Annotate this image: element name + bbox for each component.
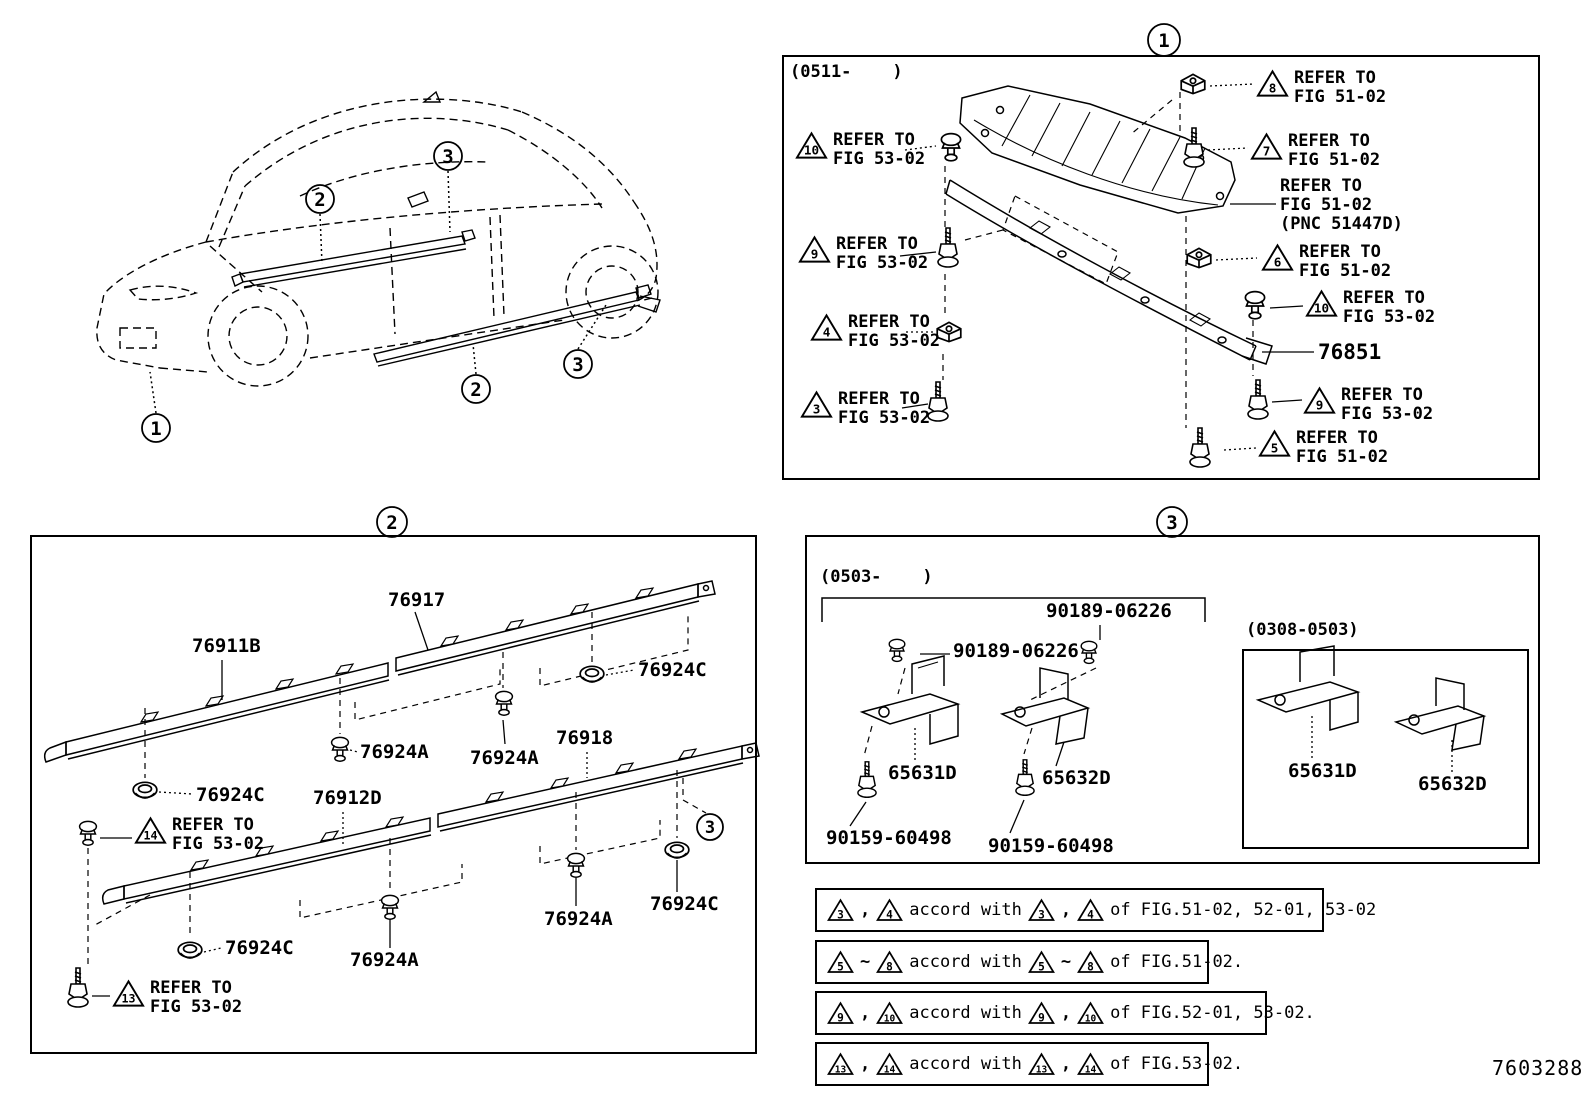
triangle-14-icon <box>134 816 167 846</box>
svg-text:13: 13 <box>121 991 136 1006</box>
car-callout-circles <box>142 142 592 442</box>
triangle-3-icon <box>827 898 854 923</box>
refer-note-tri8: 8 REFER TO FIG 51-02 <box>1256 69 1386 107</box>
part-label-76924C-2: 76924C <box>196 784 265 806</box>
triangle-8-icon <box>876 950 903 975</box>
part-label-76912D: 76912D <box>313 787 382 809</box>
refer-note-pnc: REFER TO FIG 51-02 (PNC 51447D) <box>1280 176 1403 234</box>
page-code: 7603288 <box>1492 1056 1584 1080</box>
triangle-9-icon <box>827 1001 854 1026</box>
svg-text:5: 5 <box>837 959 844 973</box>
triangle-3-icon <box>800 390 833 420</box>
part-label-76924A-1: 76924A <box>360 741 429 763</box>
box3-callout: 3 <box>1166 512 1178 534</box>
refer-note-tri9-right: 9 REFER TO FIG 53-02 <box>1303 386 1433 424</box>
triangle-5-icon <box>1258 429 1291 459</box>
refer-note-tri10-right: 10 REFER TO FIG 53-02 <box>1305 289 1435 327</box>
part-label-90159-2: 90159-60498 <box>988 835 1114 857</box>
triangle-8-icon <box>1077 950 1104 975</box>
triangle-10-icon <box>795 131 828 161</box>
separator: , <box>860 1003 871 1023</box>
footnote-text: of FIG.51-02, 52-01, 53-02 <box>1110 900 1377 920</box>
refer-note-tri6: 6 REFER TO FIG 51-02 <box>1261 243 1391 281</box>
separator: , <box>860 900 871 920</box>
svg-text:8: 8 <box>886 959 894 973</box>
svg-text:14: 14 <box>884 1063 896 1075</box>
part-label-76911B: 76911B <box>192 635 261 657</box>
side-moulding-front-strip <box>232 92 475 287</box>
svg-text:7: 7 <box>1262 143 1271 159</box>
svg-text:9: 9 <box>1315 397 1324 413</box>
triangle-9-icon <box>798 235 831 265</box>
svg-text:4: 4 <box>1087 907 1094 921</box>
triangle-4-icon <box>1077 898 1104 923</box>
refer-note-tri5: 5 REFER TO FIG 51-02 <box>1258 429 1388 467</box>
triangle-4-icon <box>876 898 903 923</box>
part-label-76924C-1: 76924C <box>638 659 707 681</box>
svg-text:10: 10 <box>803 142 820 158</box>
svg-text:9: 9 <box>837 1010 844 1024</box>
footnote-text: of FIG.52-01, 53-02. <box>1110 1003 1315 1023</box>
part-label-76924C-3: 76924C <box>225 937 294 959</box>
part-label-65632D-old: 65632D <box>1418 773 1487 795</box>
svg-text:3: 3 <box>812 401 821 417</box>
part-label-76924A-4: 76924A <box>544 908 613 930</box>
svg-text:9: 9 <box>1037 1010 1045 1024</box>
triangle-14-icon <box>1077 1052 1104 1077</box>
separator: , <box>1060 1054 1072 1074</box>
box1-date-range: (0511- ) <box>790 62 903 82</box>
triangle-9-icon <box>1028 1001 1055 1026</box>
car-callout-3b: 3 <box>572 354 584 376</box>
svg-text:4: 4 <box>886 907 894 921</box>
part-label-76851: 76851 <box>1318 340 1382 364</box>
refer-note-tri9-left: 9 REFER TO FIG 53-02 <box>798 235 928 273</box>
callout-leaders <box>150 171 606 413</box>
refer-note-tri14: 14 REFER TO FIG 53-02 <box>134 816 264 854</box>
triangle-10-icon <box>1077 1001 1104 1026</box>
triangle-6-icon <box>1261 243 1294 273</box>
svg-text:14: 14 <box>143 828 158 843</box>
box2-frame <box>30 535 757 1054</box>
car-sketch <box>97 92 660 442</box>
footnote-text: accord with <box>909 900 1022 920</box>
svg-text:14: 14 <box>1084 1063 1097 1075</box>
part-label-76918: 76918 <box>556 727 614 749</box>
part-label-90189-2: 90189-06226 <box>953 640 1079 662</box>
triangle-13-icon <box>827 1052 854 1077</box>
refer-note-tri13: 13 REFER TO FIG 53-02 <box>112 979 242 1017</box>
part-label-65631D-old: 65631D <box>1288 760 1357 782</box>
triangle-7-icon <box>1250 132 1283 162</box>
footnote-row-1 <box>815 888 1377 932</box>
separator: , <box>860 1054 871 1074</box>
part-label-90189-1: 90189-06226 <box>1046 600 1172 622</box>
car-callout-2a: 2 <box>314 189 326 211</box>
box2-inner-callout: 3 <box>704 818 716 838</box>
part-label-76924A-2: 76924A <box>470 747 539 769</box>
triangle-13-icon <box>112 979 145 1009</box>
triangle-4-icon <box>810 313 843 343</box>
svg-text:13: 13 <box>1035 1063 1048 1075</box>
svg-text:10: 10 <box>884 1012 896 1024</box>
svg-text:8: 8 <box>1268 80 1277 96</box>
svg-text:8: 8 <box>1087 959 1094 973</box>
svg-text:6: 6 <box>1273 254 1282 270</box>
box2-callout: 2 <box>386 512 398 534</box>
footnote-row-3 <box>815 991 1315 1035</box>
separator: ~ <box>1060 952 1072 972</box>
refer-note-tri10-left: 10 REFER TO FIG 53-02 <box>795 131 925 169</box>
refer-note-tri3-left: 3 REFER TO FIG 53-02 <box>800 390 930 428</box>
refer-note-tri7: 7 REFER TO FIG 51-02 <box>1250 132 1380 170</box>
svg-text:5: 5 <box>1037 959 1045 973</box>
separator: , <box>1060 900 1072 920</box>
footnote-text: of FIG.53-02. <box>1110 1054 1244 1074</box>
part-label-76924A-3: 76924A <box>350 949 419 971</box>
part-label-76917: 76917 <box>388 589 446 611</box>
footnote-row-4 <box>815 1042 1244 1086</box>
box3-date-range: (0503- ) <box>820 567 933 587</box>
triangle-5-icon <box>1028 950 1055 975</box>
triangle-5-icon <box>827 950 854 975</box>
separator: , <box>1060 1003 1072 1023</box>
part-label-76924C-4: 76924C <box>650 893 719 915</box>
car-callout-3a: 3 <box>442 146 454 168</box>
footnote-text: accord with <box>909 1054 1022 1074</box>
car-callout-1: 1 <box>150 418 162 440</box>
footnote-text: accord with <box>909 952 1022 972</box>
svg-text:3: 3 <box>837 907 844 921</box>
part-label-65632D: 65632D <box>1042 767 1111 789</box>
svg-text:10: 10 <box>1313 300 1330 316</box>
side-moulding-rear-strip <box>374 285 660 366</box>
triangle-10-icon <box>876 1001 903 1026</box>
svg-text:3: 3 <box>1037 907 1045 921</box>
triangle-14-icon <box>876 1052 903 1077</box>
svg-text:10: 10 <box>1084 1012 1097 1024</box>
triangle-13-icon <box>1028 1052 1055 1077</box>
triangle-10-icon <box>1305 289 1338 319</box>
box3-sub-date-range: (0308-0503) <box>1246 620 1359 640</box>
part-label-65631D: 65631D <box>888 762 957 784</box>
svg-text:9: 9 <box>810 246 819 262</box>
triangle-8-icon <box>1256 69 1289 99</box>
box1-callout: 1 <box>1158 30 1170 52</box>
car-callout-2b: 2 <box>470 379 482 401</box>
footnote-row-2 <box>815 940 1244 984</box>
triangle-3-icon <box>1028 898 1055 923</box>
separator: ~ <box>860 952 871 972</box>
svg-text:5: 5 <box>1270 440 1279 456</box>
svg-text:13: 13 <box>834 1063 847 1075</box>
footnote-text: accord with <box>909 1003 1022 1023</box>
part-label-90159-1: 90159-60498 <box>826 827 952 849</box>
triangle-9-icon <box>1303 386 1336 416</box>
footnote-text: of FIG.51-02. <box>1110 952 1244 972</box>
svg-text:4: 4 <box>822 324 831 340</box>
refer-note-tri4-left: 4 REFER TO FIG 53-02 <box>810 313 940 351</box>
